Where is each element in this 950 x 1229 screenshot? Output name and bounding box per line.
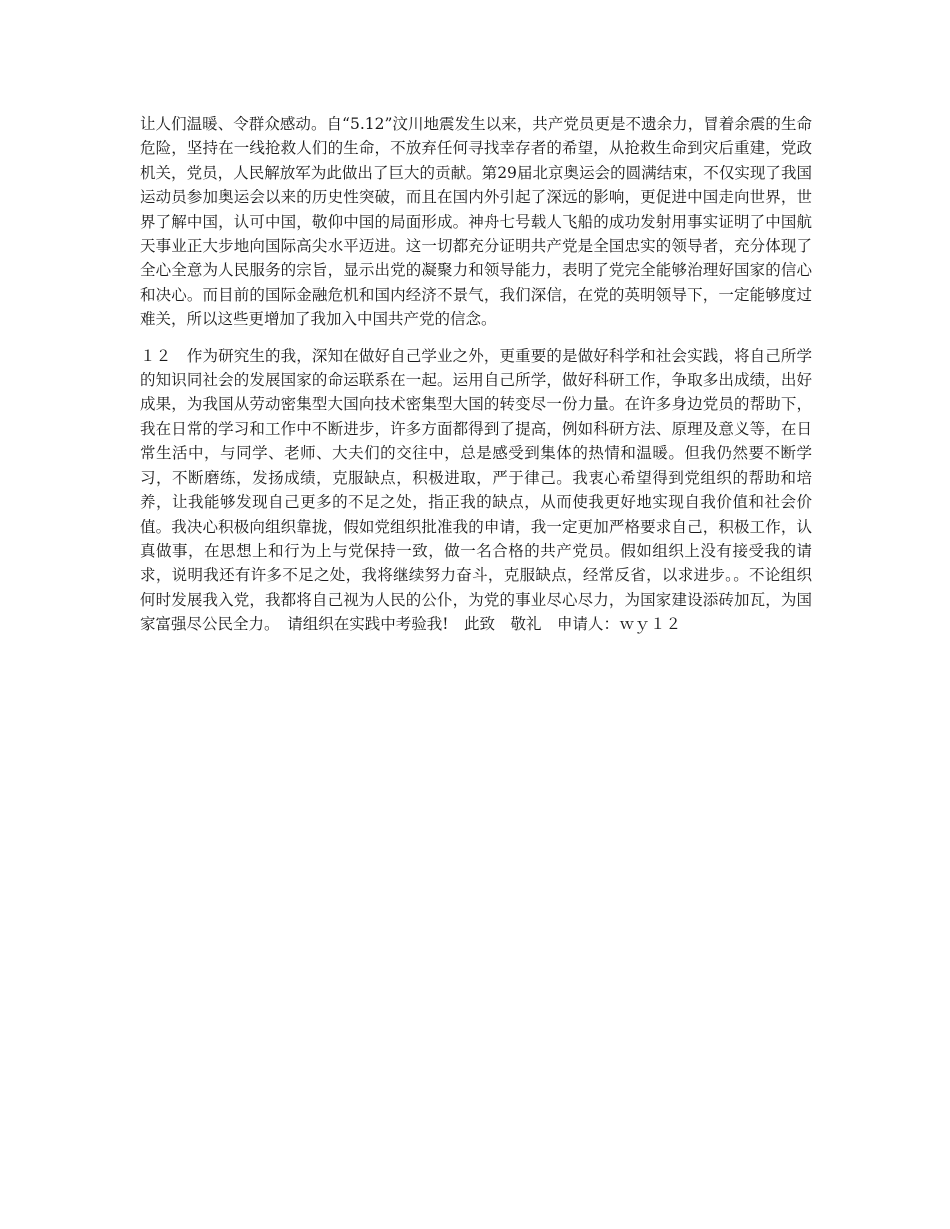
paragraph-1: 让人们温暖、令群众感动。自“5.12”汶川地震发生以来，共产党员更是不遗余力，冒着余震的生命危险，坚持在一线抢救人们的生命，不放弃任何寻找幸存者的希望，从抢救生命到灾后重建，党政机关，党员，人民解放军为此做出了巨大的贡献。第29届北京奥运会的圆满结束，不仅实现了我国运动员参加奥运会以来的历史性突破，而且在国内外引起了深远的影响，更促进中国走向世界，世界了解中国，认可中国，敬仰中国的局面形成。神舟七号载人飞船的成功发射用事实证明了中国航天事业正大步地向国际高尖水平迈进。这一切都充分证明共产党是全国忠实的领导者，充分体现了全心全意为人民服务的宗旨，显示出党的凝聚力和领导能力，表明了党完全能够治理好国家的信心和决心。而目前的国际金融危机和国内经济不景气，我们深信，在党的英明领导下，一定能够度过难关，所以这些更增加了我加入中国共产党的信念。 xyxy=(140,115,812,329)
paragraph-2: １２ 作为研究生的我，深知在做好自己学业之外，更重要的是做好科学和社会实践，将自己所学的知识同社会的发展国家的命运联系在一起。运用自己所学，做好科研工作，争取多出成绩，出好成果，为我国从劳动密集型大国向技术密集型大国的转变尽一份力量。在许多身边党员的帮助下，我在日常的学习和工作中不断进步，许多方面都得到了提高，例如科研方法、原理及意义等，在日常生活中，与同学、老师、大夫们的交往中，总是感受到集体的热情和温暖。但我仍然要不断学习，不断磨练，发扬成绩，克服缺点，积极进取，严于律己。我衷心希望得到党组织的帮助和培养，让我能够发现自己更多的不足之处，指正我的缺点，从而使我更好地实现自我价值和社会价值。我决心积极向组织靠拢，假如党组织批准我的申请，我一定更加严格要求自己，积极工作，认真做事，在思想上和行为上与党保持一致，做一名合格的共产党员。假如组织上没有接受我的请求，说明我还有许多不足之处，我将继续努力奋斗，克服缺点，经常反省，以求进步。。不论组织何时发展我入党，我都将自己视为人民的公仆，为党的事业尽心尽力，为国家建设添砖加瓦，为国家富强尽公民全力。 请组织在实践中考验我! 此致 敬礼 申请人：ｗｙ１２ xyxy=(140,346,812,634)
document-body xyxy=(140,112,812,637)
